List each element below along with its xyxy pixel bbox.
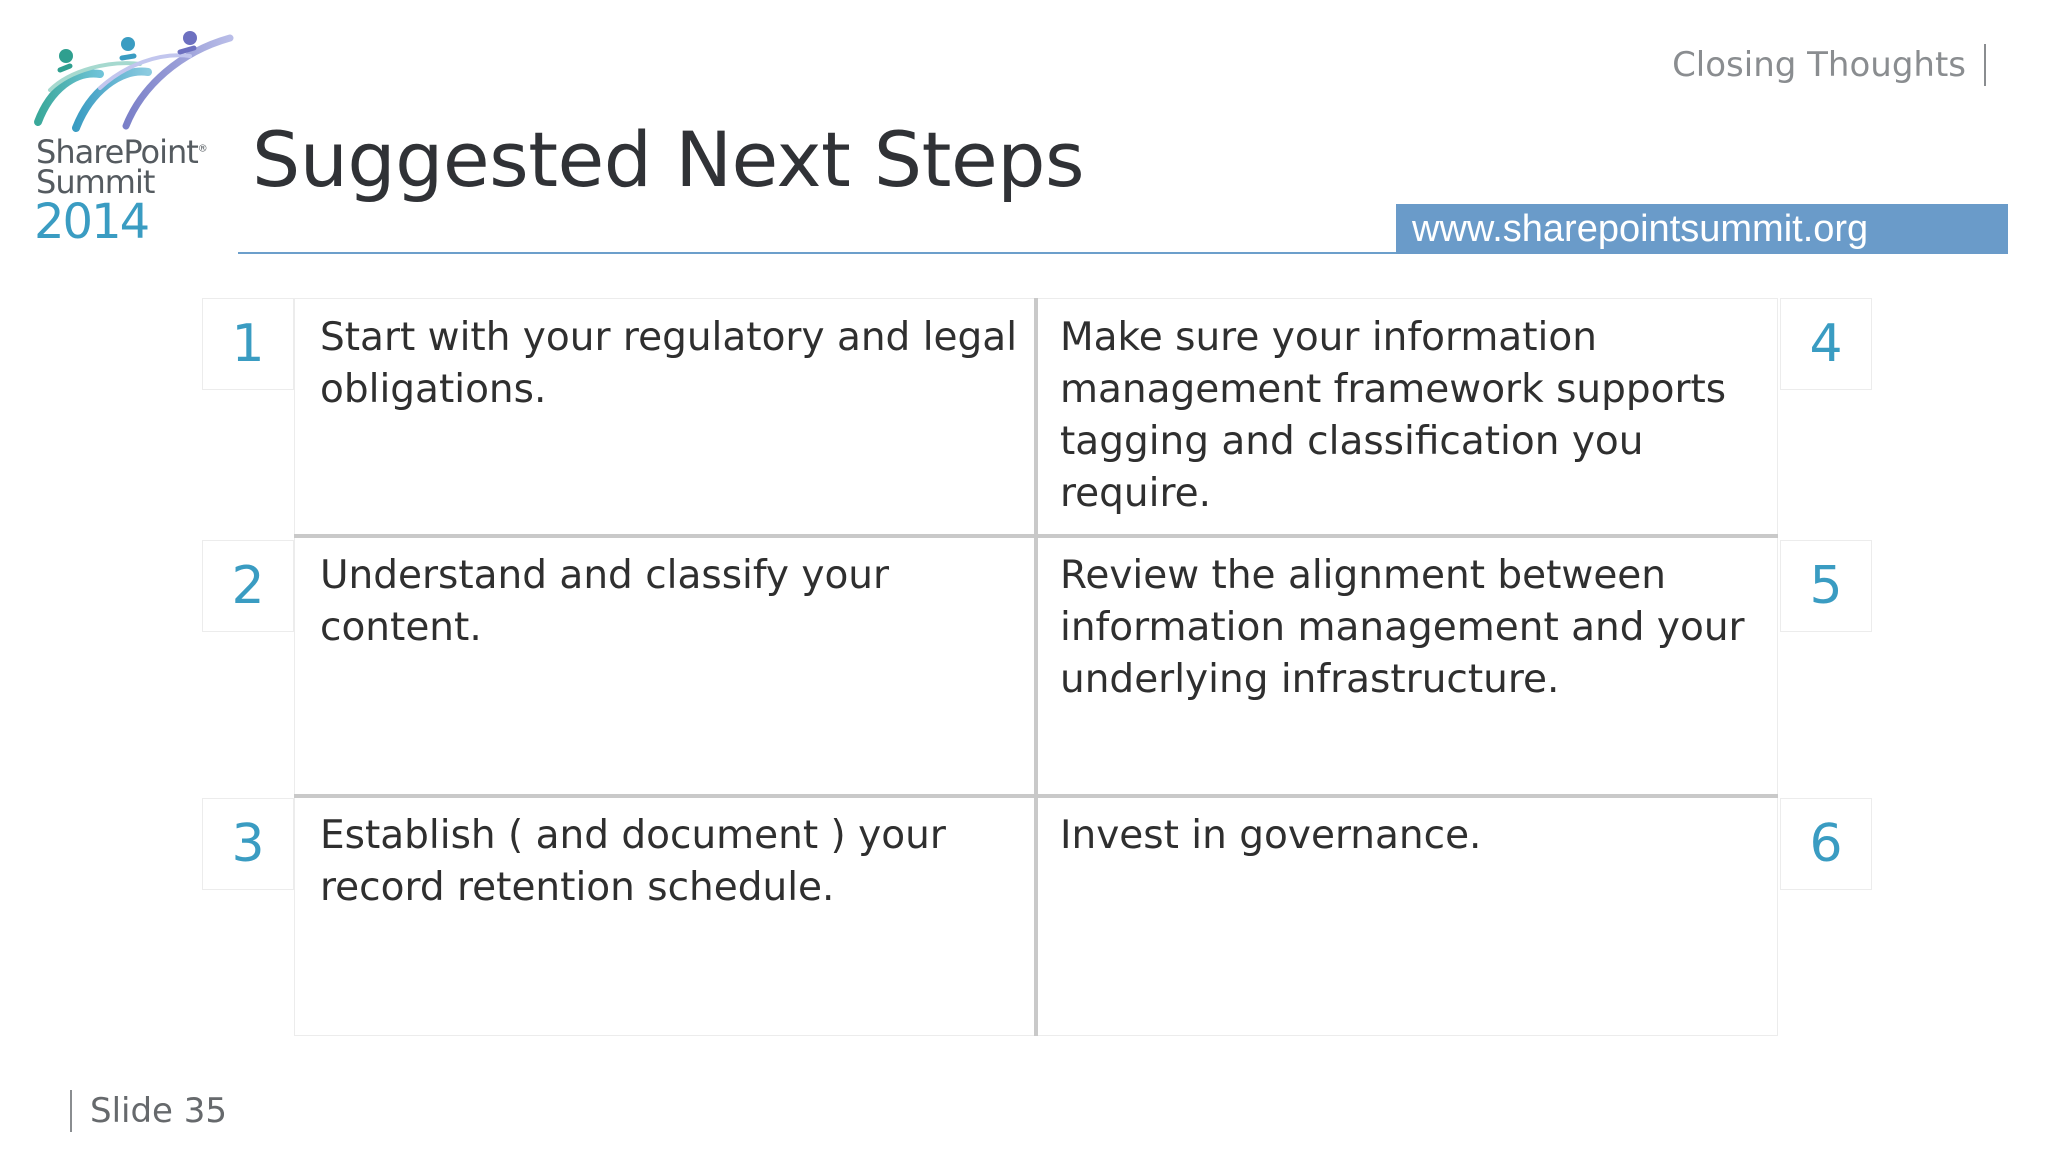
step-text-4: Make sure your information management framework supports tagging and classification you require. [1060,315,1727,516]
step-number-2: 2 [202,540,294,632]
step-text-1: Start with your regulatory and legal obligations. [320,315,1018,412]
logo-summit-text: Summit [36,163,155,201]
slide-number: Slide 35 [70,1090,227,1132]
website-link[interactable]: www.sharepointsummit.org [1412,208,1869,250]
dancing-figures-logo-icon [30,30,240,135]
section-label: Closing Thoughts [1672,44,1986,86]
row-divider [294,534,1778,538]
row-divider [294,794,1778,798]
step-text-6: Invest in governance. [1060,813,1482,858]
logo-year-text: 2014 [34,194,149,250]
registered-mark: ® [197,143,207,155]
url-banner [1396,204,2008,254]
step-number-6: 6 [1780,798,1872,890]
step-text-3: Establish ( and document ) your record retention schedule. [320,813,946,910]
column-divider [1034,298,1038,1036]
logo-sharepoint-text: SharePoint® [36,133,207,171]
step-number-4: 4 [1780,298,1872,390]
sharepoint-summit-logo [30,30,240,250]
step-text-5: Review the alignment between information management and your underlying infrastructure. [1060,553,1745,702]
step-number-3: 3 [202,798,294,890]
slide-title: Suggested Next Steps [252,115,1085,204]
step-text-2: Understand and classify your content. [320,553,890,650]
step-number-1: 1 [202,298,294,390]
step-number-5: 5 [1780,540,1872,632]
